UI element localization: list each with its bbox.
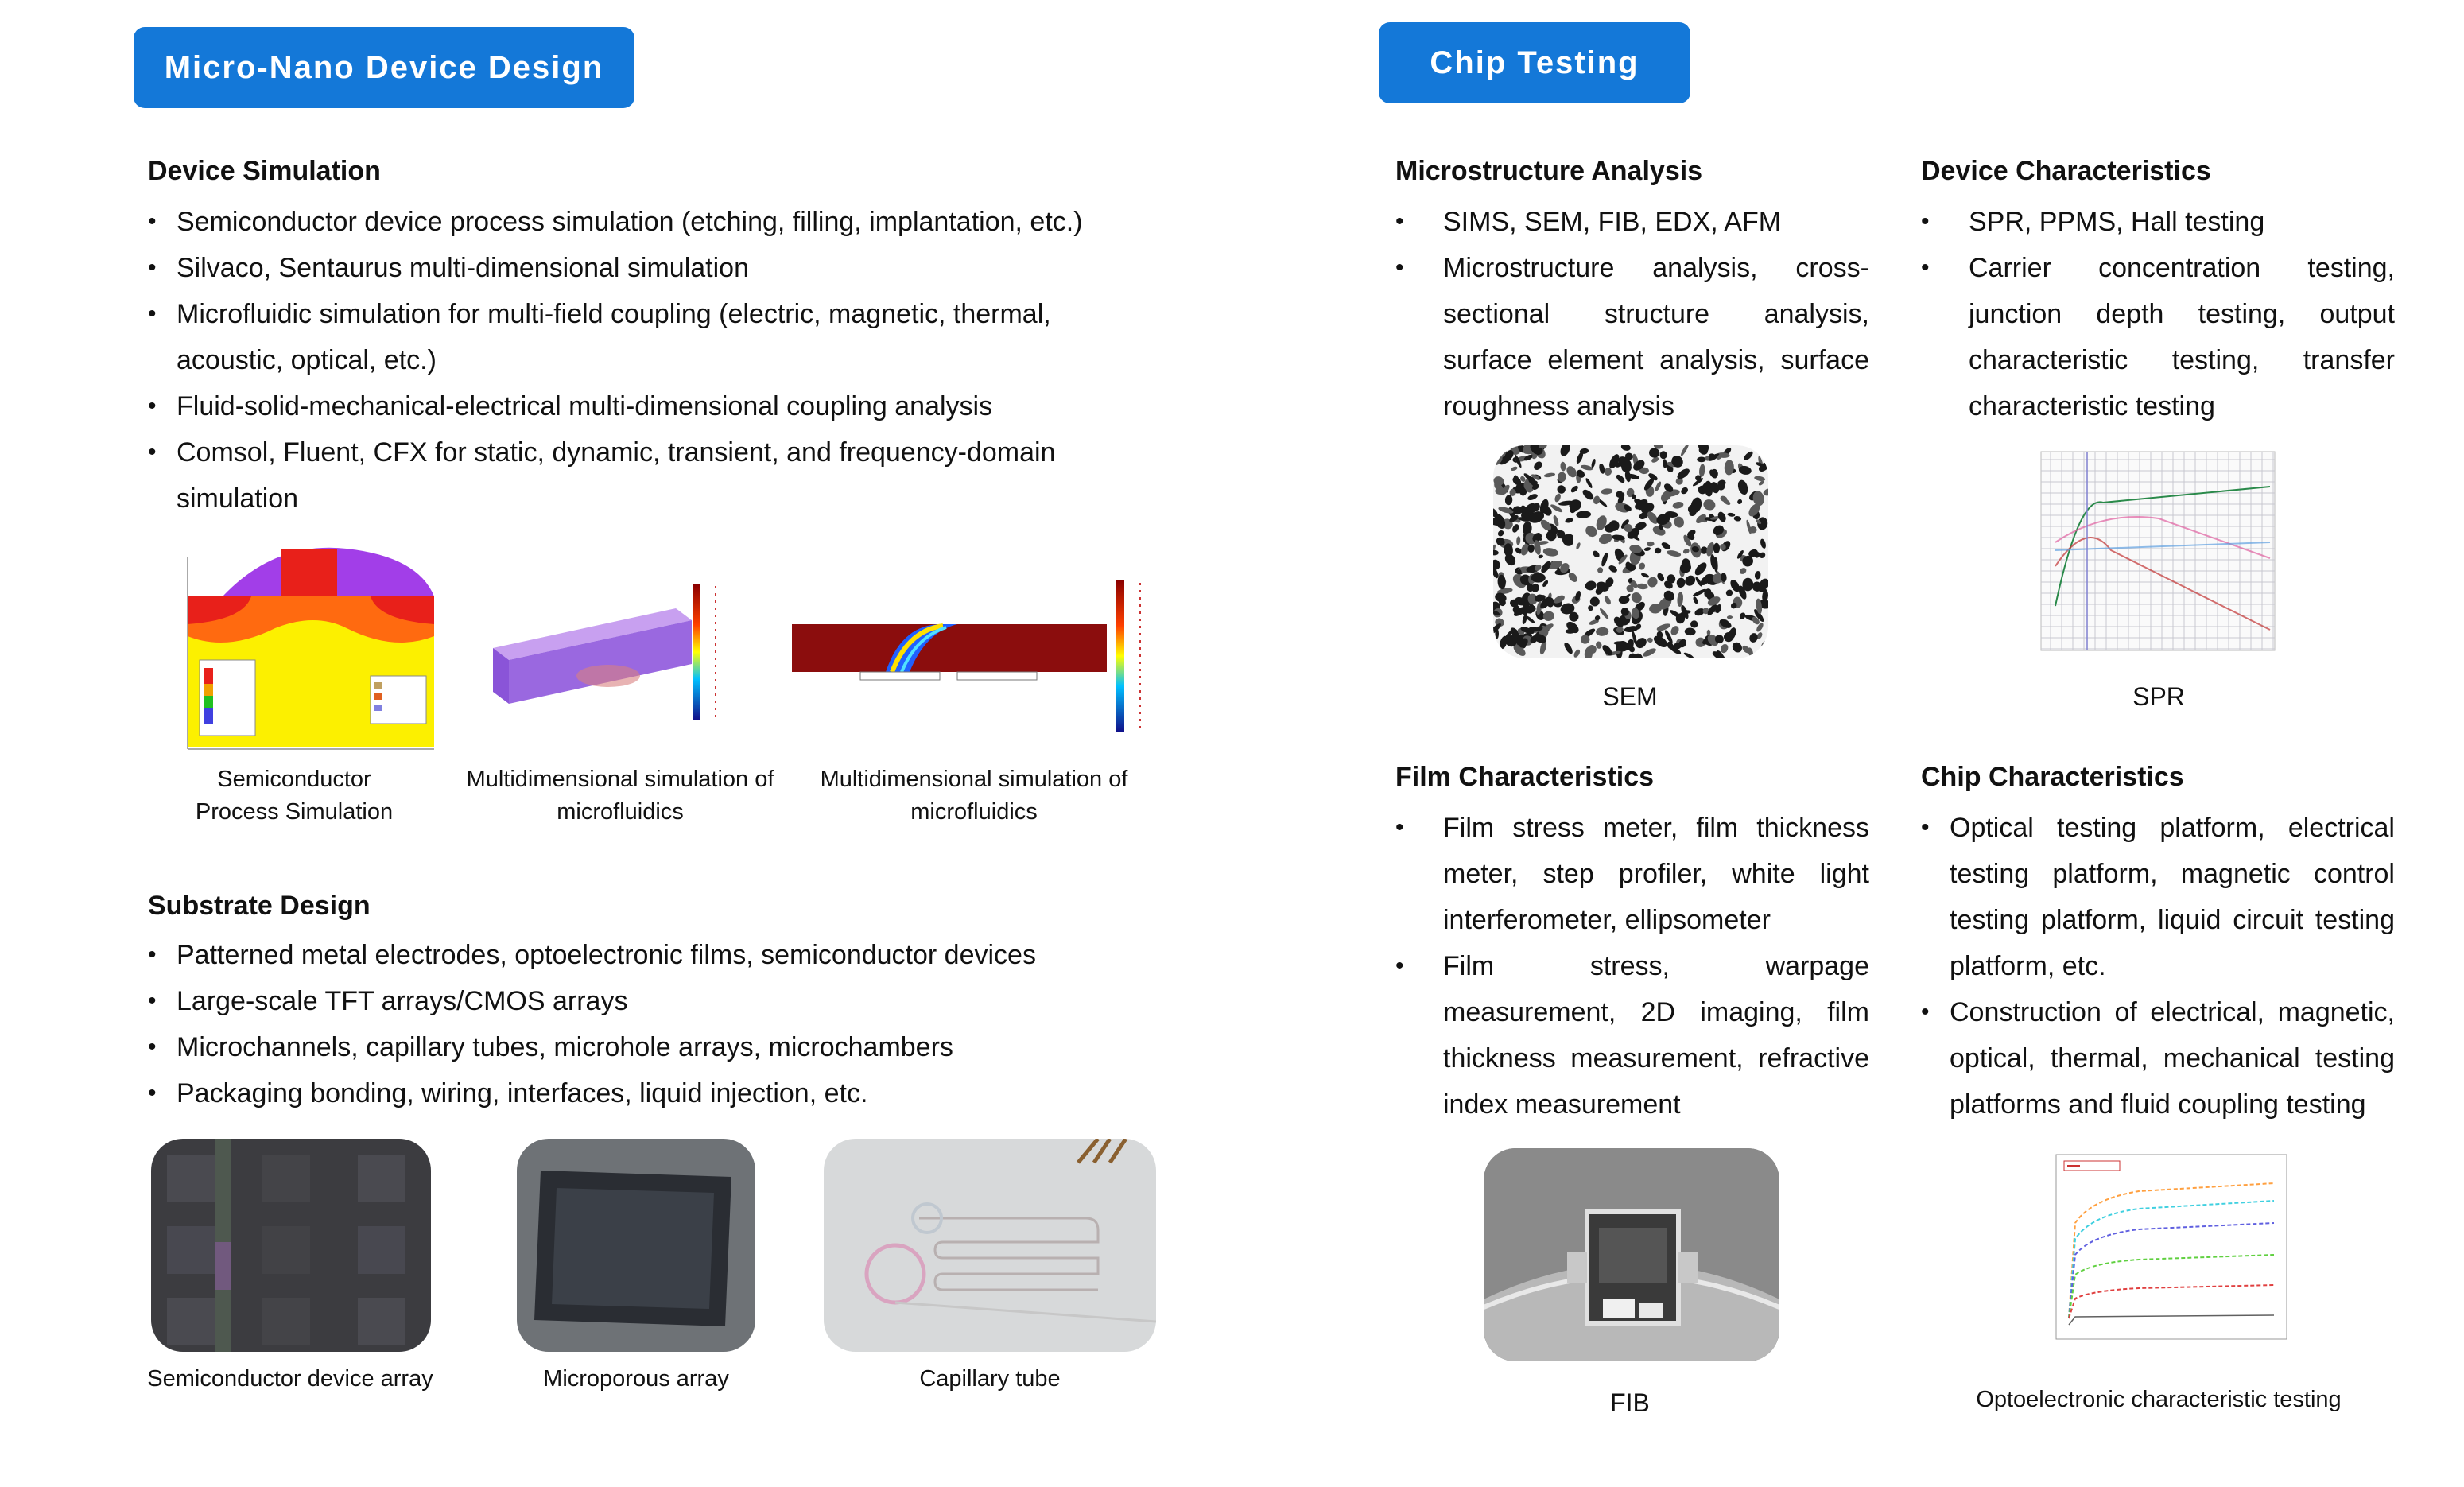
list-item: • Large-scale TFT arrays/CMOS arrays: [148, 978, 1150, 1024]
microporous-array-image: [517, 1139, 755, 1352]
list-item: • SPR, PPMS, Hall testing: [1921, 199, 2395, 245]
list-item: • Microfluidic simulation for multi-field coupling (electric, magnetic, thermal, acoustic, optical, etc.): [148, 291, 1150, 383]
caption-semiconductor-process-simulation: Semiconductor Process Simulation: [195, 767, 394, 825]
list-item: • Microstructure analysis, cross-sectional structure analysis, surface element analysis, surface roughness analysis: [1395, 245, 1869, 429]
heading-film-characteristics: Film Characteristics: [1395, 762, 1655, 792]
substrate-design-list: [148, 932, 1150, 1116]
list-item: • Fluid-solid-mechanical-electrical multi-dimensional coupling analysis: [148, 383, 1150, 429]
caption-spr: SPR: [2132, 682, 2185, 711]
list-item: • Comsol, Fluent, CFX for static, dynamic, transient, and frequency-domain simulation: [148, 429, 1150, 522]
list-item: • Optical testing platform, electrical testing platform, magnetic control testing platform, liquid circuit testing platform, etc.: [1921, 805, 2395, 989]
caption-microporous-array: Microporous array: [543, 1366, 729, 1392]
fib-image: [1484, 1148, 1779, 1361]
section-tag-chip-testing: Chip Testing: [1379, 22, 1690, 103]
list-item: • SIMS, SEM, FIB, EDX, AFM: [1395, 199, 1869, 245]
sem-image: [1493, 445, 1768, 658]
list-item: • Semiconductor device process simulation (etching, filling, implantation, etc.): [148, 199, 1150, 245]
list-item: • Microchannels, capillary tubes, microhole arrays, microchambers: [148, 1024, 1150, 1070]
section-tag-micro-nano: Micro-Nano Device Design: [134, 27, 634, 108]
list-item: • Silvaco, Sentaurus multi-dimensional simulation: [148, 245, 1150, 291]
microfluidic-box-simulation-image: [485, 577, 747, 728]
heading-substrate-design: Substrate Design: [148, 891, 371, 921]
microfluidic-channel-simulation-image: [790, 577, 1172, 736]
caption-capillary-tube: Capillary tube: [919, 1366, 1061, 1392]
chip-characteristics-list: [1921, 805, 2395, 1128]
device-characteristics-list: [1921, 199, 2395, 429]
capillary-tube-image: [824, 1139, 1156, 1352]
spr-chart-image: [2031, 447, 2280, 655]
list-item: • Film stress, warpage measurement, 2D imaging, film thickness measurement, refractive index measurement: [1395, 943, 1869, 1128]
microstructure-list: [1395, 199, 1869, 429]
heading-device-characteristics: Device Characteristics: [1921, 156, 2211, 186]
list-item: • Construction of electrical, magnetic, optical, thermal, mechanical testing platforms and fluid coupling testing: [1921, 989, 2395, 1128]
caption-sem: SEM: [1602, 682, 1658, 711]
film-characteristics-list: [1395, 805, 1869, 1128]
list-item: • Film stress meter, film thickness meter, step profiler, white light interferometer, ellipsometer: [1395, 805, 1869, 943]
semiconductor-device-array-image: [151, 1139, 431, 1352]
device-simulation-list: [148, 199, 1150, 522]
list-item: • Patterned metal electrodes, optoelectronic films, semiconductor devices: [148, 932, 1150, 978]
heading-device-simulation: Device Simulation: [148, 156, 381, 186]
caption-microfluidics-1: Multidimensional simulation of microfluidics: [466, 767, 774, 825]
heading-chip-characteristics: Chip Characteristics: [1921, 762, 2184, 792]
caption-microfluidics-2: Multidimensional simulation of microfluidics: [820, 767, 1128, 825]
list-item: • Carrier concentration testing, junction depth testing, output characteristic testing, transfer characteristic testing: [1921, 245, 2395, 429]
caption-fib: FIB: [1610, 1388, 1650, 1417]
caption-semiconductor-device-array: Semiconductor device array: [147, 1366, 433, 1392]
optoelectronic-chart-image: [2020, 1143, 2298, 1358]
semiconductor-process-simulation-image: [156, 541, 442, 755]
heading-microstructure-analysis: Microstructure Analysis: [1395, 156, 1703, 186]
list-item: • Packaging bonding, wiring, interfaces, liquid injection, etc.: [148, 1070, 1150, 1116]
caption-optoelectronic: Optoelectronic characteristic testing: [1976, 1387, 2342, 1412]
